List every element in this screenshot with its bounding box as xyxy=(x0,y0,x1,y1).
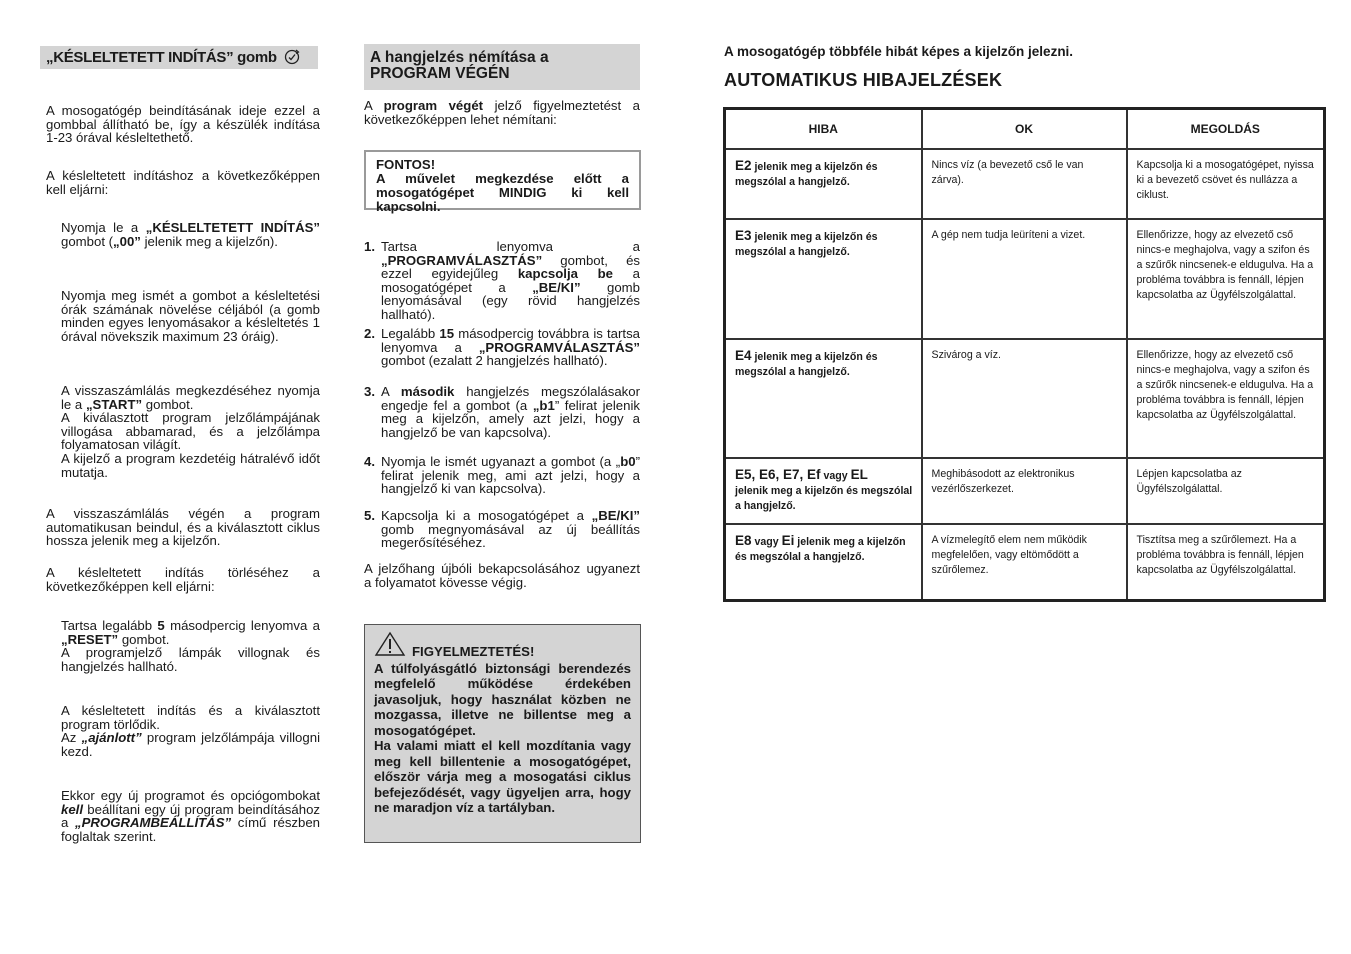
table-row xyxy=(725,458,1325,524)
table-row xyxy=(725,339,1325,458)
error-table xyxy=(723,107,1326,602)
mute-step-2: 2. Legalább 15 másodpercig továbbra is tartsa lenyomva a „PROGRAMVÁLASZTÁS” gombot (ezalatt 2 hangjelzés hallható). xyxy=(364,326,640,369)
important-box xyxy=(364,150,641,214)
error-code-cell: E3 jelenik meg a kijelzőn és megszólal a hangjelző. xyxy=(725,219,922,339)
error-fix-cell: Kapcsolja ki a mosogatógépet, nyissa ki a bevezető csövet és nullázza a ciklust. xyxy=(1127,149,1325,219)
mute-outro: A jelzőhang újbóli bekapcsolásához ugyanezt a folyamatot kövesse végig. xyxy=(364,561,640,590)
error-code-cell: E8 vagy Ei jelenik meg a kijelzőn és megszólal a hangjelző. xyxy=(725,524,922,601)
table-row xyxy=(725,524,1325,601)
mute-step-5: 5. Kapcsolja ki a mosogatógépet a „BE/KI” gomb megnyomásával az új beállítás megerősítéséhez. xyxy=(364,508,640,551)
error-title: AUTOMATIKUS HIBAJELZÉSEK xyxy=(724,70,1003,90)
table-row xyxy=(725,149,1325,219)
warning-title: FIGYELMEZTETÉS! xyxy=(412,644,535,659)
error-cause-cell: Meghibásodott az elektronikus vezérlőszerkezet. xyxy=(922,458,1127,524)
delay-start-title: „KÉSLELTETETT INDÍTÁS” gomb xyxy=(46,49,277,66)
delay-intro: A mosogatógép beindításának ideje ezzel a gombbal állítható be, így a készülék indítása 1-23 órával késleltethető. xyxy=(46,103,320,146)
mute-title-line2: PROGRAM VÉGÉN xyxy=(370,65,510,82)
error-fix-cell: Tisztítsa meg a szűrőlemezt. Ha a probléma továbbra is fennáll, lépjen kapcsolatba az Ügyfélszolgálattal. xyxy=(1127,524,1325,601)
col-header-hiba: HIBA xyxy=(725,109,922,149)
table-row xyxy=(725,219,1325,339)
delay-step-start: A visszaszámlálás megkezdéséhez nyomja le a „START” gombot. A kiválasztott program jelzőlámpájának villogása abbamarad, és a jelzőlámpa folyamatosan világít. A kijelző a program kezdetéig hátralévő időt mutatja. xyxy=(61,383,320,480)
warning-body-2: Ha valami miatt el kell mozdítania vagy meg kell billentenie a mosogatógépet, először várja meg a mosogatási ciklus befejeződését, vagy ügyeljen arra, hogy ne maradjon víz a tartályban. xyxy=(374,738,631,815)
important-body: A művelet megkezdése előtt a mosogatógépet MINDIG ki kell kapcsolni. xyxy=(376,171,629,214)
delay-countdown-end: A visszaszámlálás végén a program automatikusan beindul, és a kiválasztott ciklus hossza jelenik meg a kijelzőn. xyxy=(46,506,320,549)
delay-cancel-result: A késleltetett indítás és a kiválasztott program törlődik. Az „ajánlott” program jelzőlámpája villogni kezd. xyxy=(61,703,320,759)
mute-step-3: 3. A második hangjelzés megszólalásakor engedje fel a gombot (a „b1” felirat jelenik meg a kijelzőn, amely azt jelzi, hogy a hangjelző be van kapcsolva). xyxy=(364,384,641,440)
error-fix-cell: Ellenőrizze, hogy az elvezető cső nincs-e meghajolva, vagy a szifon és a szűrők nincsenek-e eldugulva. Ha a probléma továbbra is fennáll, lépjen kapcsolatba az Ügyfélszolgálattal. xyxy=(1127,339,1325,458)
col-header-megoldas: MEGOLDÁS xyxy=(1127,109,1325,149)
error-fix-cell: Lépjen kapcsolatba az Ügyfélszolgálattal. xyxy=(1127,458,1325,524)
warning-box xyxy=(364,624,641,843)
error-intro: A mosogatógép többféle hibát képes a kijelzőn jelezni. xyxy=(724,44,1074,59)
delay-new-program: Ekkor egy új programot és opciógombokat kell beállítani egy új program beindításához a „PROGRAMBEÁLLÍTÁS” című részben foglaltak szerint. xyxy=(61,788,321,844)
mute-step-4: 4. Nyomja le ismét ugyanazt a gombot (a „b0” felirat jelenik meg, ami azt jelzi, hogy a hangjelző ki van kapcsolva). xyxy=(364,454,640,497)
error-cause-cell: Szivárog a víz. xyxy=(922,339,1127,458)
delay-cancel-step-reset: Tartsa legalább 5 másodpercig lenyomva a „RESET” gombot. A programjelző lámpák villognak és hangjelzés hallható. xyxy=(61,618,320,674)
error-code-cell: E5, E6, E7, Ef vagy EL jelenik meg a kijelzőn és megszólal a hangjelző. xyxy=(725,458,922,524)
col-header-ok: OK xyxy=(922,109,1127,149)
error-table-header xyxy=(725,109,1325,149)
error-code-cell: E2 jelenik meg a kijelzőn és megszólal a hangjelző. xyxy=(725,149,922,219)
mute-title-line1: A hangjelzés némítása a xyxy=(370,49,549,66)
warning-triangle-icon xyxy=(374,631,406,661)
mute-step-1: 1. Tartsa lenyomva a „PROGRAMVÁLASZTÁS” gombot, és ezzel egyidejűleg kapcsolja be a mosogatógépet a „BE/KI” gomb lenyomásával (egy rövid hangjelzés hallható). xyxy=(364,239,641,322)
delay-how-to: A késleltetett indításhoz a következőképpen kell eljárni: xyxy=(46,168,320,197)
warning-body-1: A túlfolyásgátló biztonsági berendezés megfelelő működése érdekében javasoljuk, hogy használat közben ne mozgassa, illetve ne billentse meg a mosogatógépet. xyxy=(374,660,631,738)
delay-start-header xyxy=(40,46,318,69)
delay-step-increase: Nyomja meg ismét a gombot a késleltetési órák számának növelése céljából (a gomb minden egyes lenyomásakor a késleltetés 1 órával növekszik maximum 23 óráig). xyxy=(61,288,320,344)
mute-intro: A program végét jelző figyelmeztetést a következőképpen lehet némítani: xyxy=(364,98,641,127)
delay-cancel-how-to: A késleltetett indítás törléséhez a következőképpen kell eljárni: xyxy=(46,565,320,594)
error-cause-cell: Nincs víz (a bevezető cső le van zárva). xyxy=(922,149,1127,219)
error-fix-cell: Ellenőrizze, hogy az elvezető cső nincs-e meghajolva, vagy a szifon és a szűrők nincsenek-e eldugulva. Ha a probléma továbbra is fennáll, lépjen kapcsolatba az Ügyfélszolgálattal. xyxy=(1127,219,1325,339)
important-title: FONTOS! xyxy=(376,157,436,172)
error-cause-cell: A gép nem tudja leüríteni a vizet. xyxy=(922,219,1127,339)
mute-header xyxy=(364,44,640,90)
error-cause-cell: A vízmelegítő elem nem működik megfelelően, vagy eltömődött a szűrőlemez. xyxy=(922,524,1127,601)
error-code-cell: E4 jelenik meg a kijelzőn és megszólal a hangjelző. xyxy=(725,339,922,458)
delay-start-icon xyxy=(284,49,300,72)
delay-step-press: Nyomja le a „KÉSLELTETETT INDÍTÁS” gombot („00” jelenik meg a kijelzőn). xyxy=(61,220,320,249)
